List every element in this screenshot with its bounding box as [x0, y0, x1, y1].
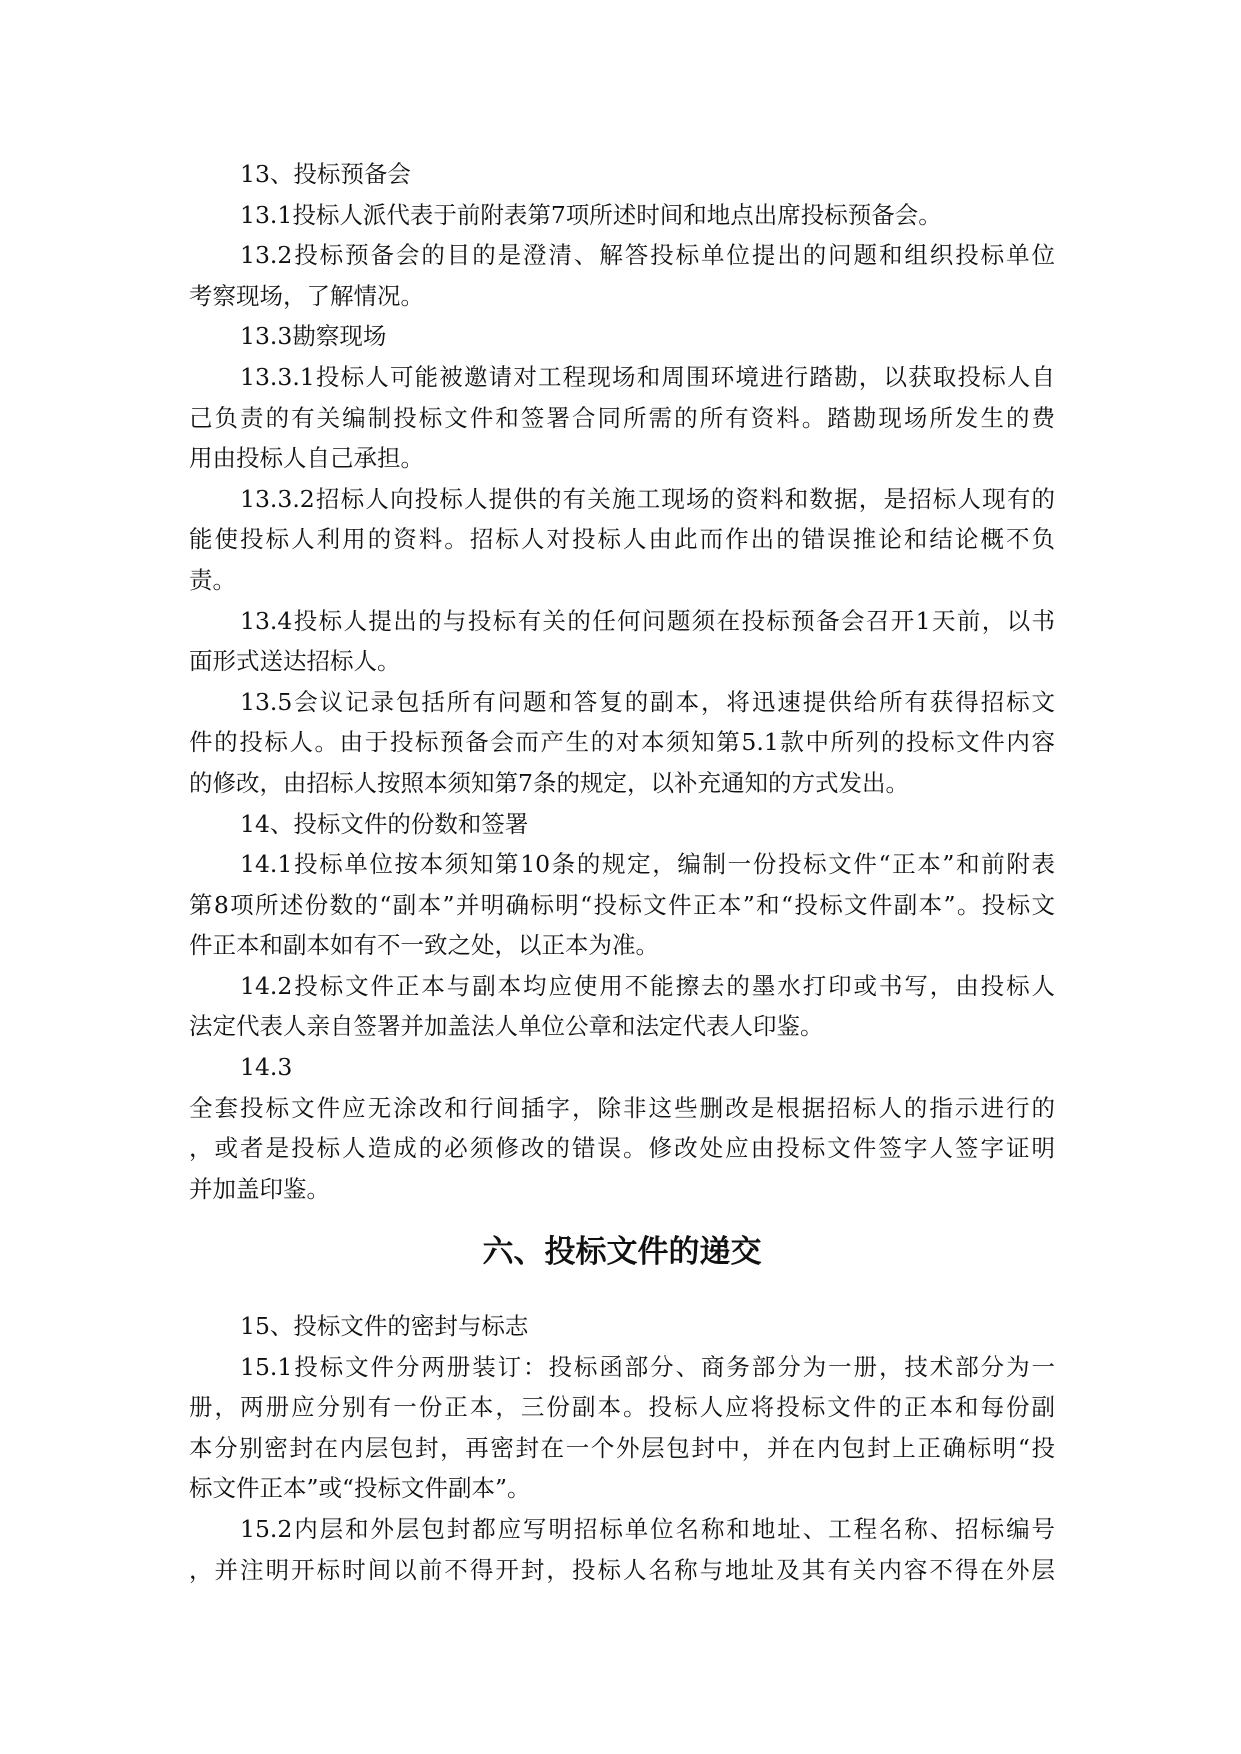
text-line: 的修改，由招标人按照本须知第7条的规定，以补充通知的方式发出。: [189, 768, 909, 797]
text-line: 13.3勘察现场: [240, 322, 387, 351]
paragraph: [189, 1509, 1055, 1590]
text-line: 件的投标人。由于投标预备会而产生的对本须知第5.1款中所列的投标文件内容: [189, 728, 1055, 757]
section-bid-submission: [189, 1306, 1055, 1590]
text-line: 13.5会议记录包括所有问题和答复的副本，将迅速提供给所有获得招标文: [240, 687, 1055, 716]
text-line: 考察现场，了解情况。: [189, 281, 424, 310]
paragraph: [189, 1047, 1055, 1209]
section-bidding-preparation: [189, 154, 1055, 1209]
paragraph: [189, 479, 1055, 601]
text-line: 全套投标文件应无涂改和行间插字，除非这些删改是根据招标人的指示进行的: [189, 1093, 1055, 1122]
paragraph: [189, 1347, 1055, 1509]
text-line: 并加盖印鉴。: [189, 1174, 330, 1203]
text-line: 用由投标人自己承担。: [189, 444, 424, 473]
text-line: 法定代表人亲自签署并加盖法人单位公章和法定代表人印鉴。: [189, 1012, 824, 1041]
text-line: 件正本和副本如有不一致之处，以正本为准。: [189, 931, 659, 960]
text-line: 13.3.1投标人可能被邀请对工程现场和周围环境进行踏勘，以获取投标人自: [240, 362, 1055, 391]
text-line: 14.1投标单位按本须知第10条的规定，编制一份投标文件“正本”和前附表: [240, 850, 1055, 879]
text-line: 册，两册应分别有一份正本，三份副本。投标人应将投标文件的正本和每份副: [189, 1393, 1055, 1422]
text-line: 14.2投标文件正本与副本均应使用不能擦去的墨水打印或书写，由投标人: [240, 971, 1055, 1000]
text-line: 14.3: [240, 1053, 293, 1082]
text-line: 13.2投标预备会的目的是澄清、解答投标单位提出的问题和组织投标单位: [240, 241, 1055, 270]
paragraph: [189, 235, 1055, 316]
paragraph: [189, 316, 1055, 357]
text-line: 己负责的有关编制投标文件和签署合同所需的所有资料。踏勘现场所发生的费: [189, 403, 1055, 432]
text-line: 标文件正本”或“投标文件副本”。: [189, 1474, 531, 1503]
text-line: 面形式送达招标人。: [189, 647, 401, 676]
paragraph: [189, 154, 1055, 195]
paragraph: [189, 682, 1055, 804]
paragraph: [189, 844, 1055, 966]
text-line: 13.4投标人提出的与投标有关的任何问题须在投标预备会召开1天前，以书: [240, 606, 1055, 635]
text-line: 能使投标人利用的资料。招标人对投标人由此而作出的错误推论和结论概不负: [189, 525, 1055, 554]
paragraph: [189, 804, 1055, 845]
text-line: 第8项所述份数的“副本”并明确标明“投标文件正本”和“投标文件副本”。投标文: [189, 890, 1055, 919]
paragraph: [189, 601, 1055, 682]
paragraph: [189, 1306, 1055, 1347]
text-line: 责。: [189, 565, 236, 594]
text-line: 14、投标文件的份数和签署: [240, 809, 529, 838]
text-line: ，或者是投标人造成的必须修改的错误。修改处应由投标文件签字人签字证明: [189, 1134, 1055, 1163]
paragraph: [189, 357, 1055, 479]
text-line: 15.1投标文件分两册装订：投标函部分、商务部分为一册，技术部分为一: [240, 1352, 1055, 1381]
text-line: 13.1投标人派代表于前附表第7项所述时间和地点出席投标预备会。: [240, 200, 942, 229]
text-line: 本分别密封在内层包封，再密封在一个外层包封中，并在内包封上正确标明“投: [189, 1433, 1055, 1462]
paragraph: [189, 966, 1055, 1047]
text-line: 13.3.2招标人向投标人提供的有关施工现场的资料和数据，是招标人现有的: [240, 484, 1055, 513]
document-page: [189, 154, 1055, 1590]
text-line: ，并注明开标时间以前不得开封，投标人名称与地址及其有关内容不得在外层: [189, 1555, 1055, 1584]
text-line: 15.2内层和外层包封都应写明招标单位名称和地址、工程名称、招标编号: [240, 1515, 1055, 1543]
chapter-heading: 六、投标文件的递交: [482, 1234, 762, 1271]
paragraph: [189, 195, 1055, 236]
text-line: 13、投标预备会: [240, 160, 411, 188]
text-line: 15、投标文件的密封与标志: [240, 1312, 529, 1341]
